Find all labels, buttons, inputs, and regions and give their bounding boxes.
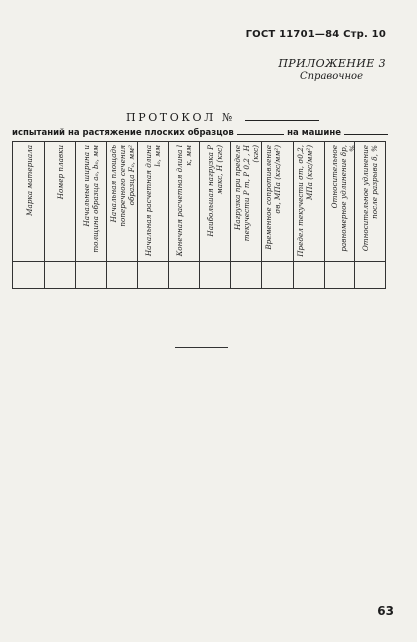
column-header: Временное сопротивление σв, МПа (кгс/мм²) [264, 145, 282, 250]
column-header: Начальная расчетная длина l₀, мм [143, 145, 162, 257]
column-header: Нагрузка при пределе текучести P т, P 0,2 , Н (кгс) [232, 145, 260, 242]
column-header: Предел текучести σт, σ0,2, МПа (кгс/мм²) [295, 145, 314, 257]
results-table [12, 141, 386, 289]
appendix-title: ПРИЛОЖЕНИЕ 3 [278, 57, 386, 70]
column-header: Начальные ширина и толщина образца a₀, b₀, мм [81, 145, 100, 253]
column-header: Номер плавки [55, 145, 65, 200]
protocol-number-blank [245, 110, 319, 121]
column-header: Относительное удлинение после разрыва δ, % [360, 145, 379, 252]
protocol-subtitle-line [12, 126, 388, 138]
column-header: Начальная площадь поперечного сечения образца F₀, мм² [108, 145, 136, 227]
protocol-title: ПРОТОКОЛ № [126, 111, 235, 124]
end-rule [175, 347, 228, 348]
protocol-subtitle-right: на машине [287, 128, 341, 138]
protocol-title-line [126, 110, 319, 124]
column-header: Конечная расчетная длина l к, мм [174, 145, 193, 257]
standard-header: ГОСТ 11701—84 Стр. 10 [245, 29, 386, 40]
specimen-blank [237, 126, 284, 135]
column-header: Относительное равномерное удлинение δp, % [330, 145, 357, 252]
page-number: 63 [377, 604, 394, 618]
column-header: Наибольшая нагрузка P макс, Н (кгс) [205, 145, 224, 237]
column-header: Марка материала [24, 145, 34, 216]
machine-blank [344, 126, 388, 135]
protocol-subtitle-left: испытаний на растяжение плоских образцов [12, 128, 234, 138]
appendix-subtitle: Справочное [299, 71, 363, 82]
